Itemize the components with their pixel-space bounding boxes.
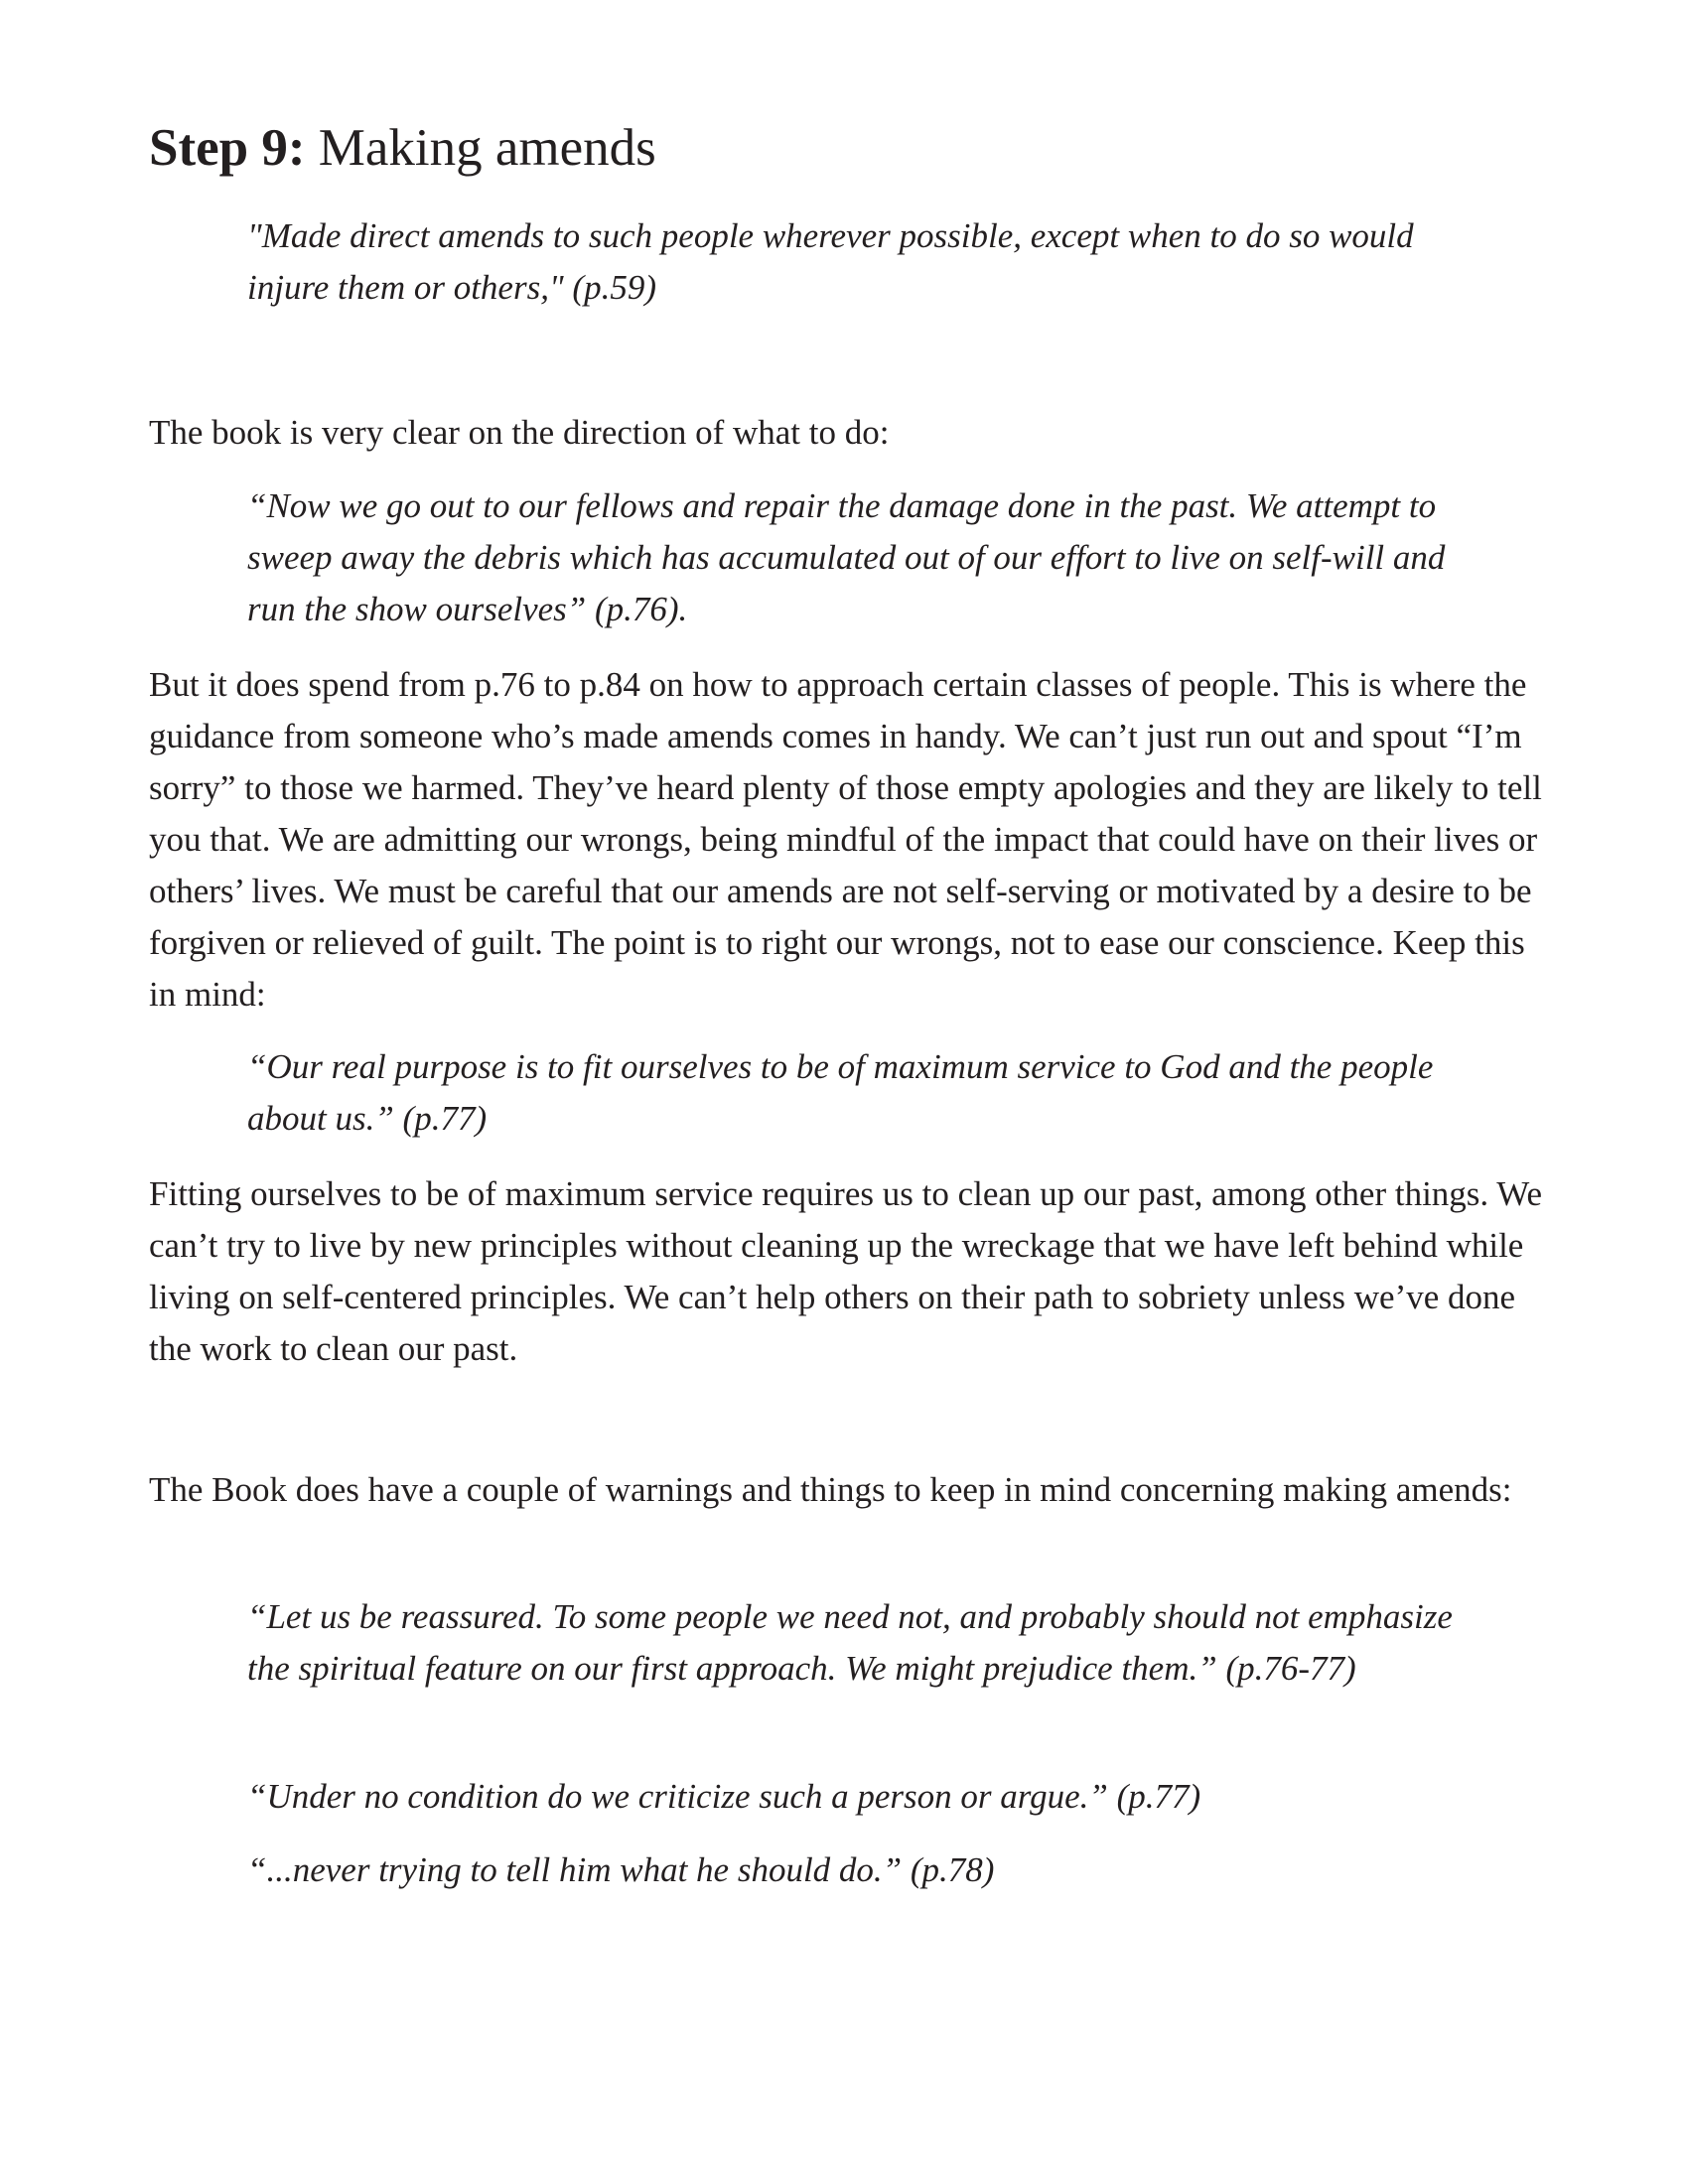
step-title: Making amends [318,119,656,177]
book-quote-reassured: “Let us be reassured. To some people we need not, and probably should not emphasize the spiritual feature on our first approach. We might prejudice them.” (p.76-77) [247,1597,1453,1688]
book-quote-no-criticism: “Under no condition do we criticize such a person or argue.” (p.77) [247,1777,1201,1816]
intro-paragraph: The book is very clear on the direction of what to do: [149,413,890,452]
book-quote-repair-damage: “Now we go out to our fellows and repair the damage done in the past. We attempt to sweep away the debris which has accumulated out of our effort to live on self-will and run the show ourselves” (p.76). [247,486,1446,628]
step-label: Step 9: [149,119,306,177]
step-quote: "Made direct amends to such people wherever possible, except when to do so would injure them or others," (p.59) [247,216,1414,307]
approach-paragraph: But it does spend from p.76 to p.84 on how to approach certain classes of people. This is where the guidance from someone who’s made amends comes in handy. We can’t just run out and spout “I’m sorry” to those we harmed. They’ve heard plenty of those empty apologies and they are likely to tell you that. We are admitting our wrongs, being mindful of the impact that could have on their lives or others’ lives. We must be careful that our amends are not self-serving or motivated by a desire to be forgiven or relieved of guilt. The point is to right our wrongs, not to ease our conscience. Keep this in mind: [149,665,1542,1014]
book-quote-real-purpose: “Our real purpose is to fit ourselves to be of maximum service to God and the people about us.” (p.77) [247,1047,1434,1138]
service-paragraph: Fitting ourselves to be of maximum service requires us to clean up our past, among other things. We can’t try to live by new principles without cleaning up the wreckage that we have left behind while living on self-centered principles. We can’t help others on their path to sobriety unless we’ve done the work to clean our past. [149,1174,1543,1368]
page-title [149,117,656,181]
warnings-paragraph: The Book does have a couple of warnings and things to keep in mind concerning making amends: [149,1470,1512,1509]
book-quote-never-tell: “...never trying to tell him what he should do.” (p.78) [247,1850,995,1889]
